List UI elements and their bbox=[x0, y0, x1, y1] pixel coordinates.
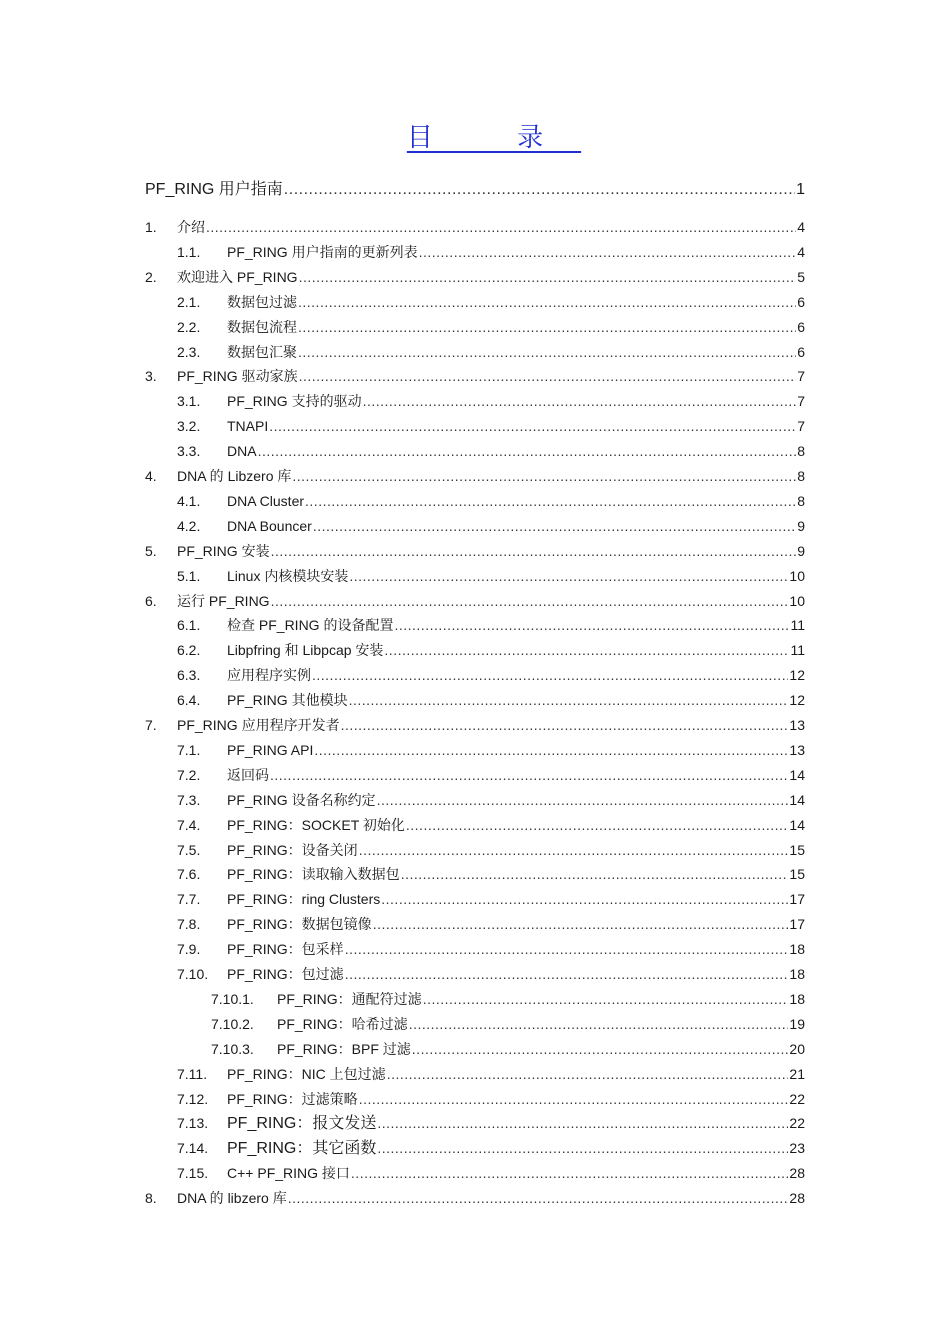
toc-entry-text: PF_RING 用户指南 bbox=[145, 181, 283, 198]
toc-entry-page-number: 6 bbox=[797, 343, 805, 360]
dot-leader bbox=[298, 290, 796, 314]
toc-entry-number: 2. bbox=[145, 268, 157, 285]
toc-entry-text: PF_RING 其他模块 bbox=[227, 692, 348, 709]
toc-entry-text: 运行 PF_RING bbox=[177, 592, 270, 609]
toc-entry-number: 4. bbox=[145, 468, 157, 484]
dot-leader bbox=[271, 539, 797, 563]
dot-leader bbox=[351, 1161, 789, 1185]
dot-leader bbox=[298, 315, 796, 339]
toc-entry-text: DNA 的 Libzero 库 bbox=[177, 468, 292, 484]
dot-leader bbox=[363, 389, 797, 413]
dot-leader bbox=[373, 912, 789, 936]
toc-entry-page-number: 15 bbox=[789, 866, 805, 883]
toc-entry[interactable] bbox=[145, 178, 805, 202]
toc-entry-text: PF_RING：数据包镜像 bbox=[227, 916, 372, 933]
toc-entry[interactable] bbox=[177, 613, 805, 637]
toc-entry-page-number: 20 bbox=[789, 1040, 805, 1057]
dot-leader bbox=[412, 1037, 789, 1061]
toc-entry-text: 应用程序实例 bbox=[227, 667, 311, 684]
toc-entry-text: 欢迎进入 PF_RING bbox=[177, 268, 298, 285]
toc-entry[interactable] bbox=[177, 489, 805, 513]
toc-entry-number: 7.5. bbox=[177, 841, 201, 858]
toc-entry-number: 3.1. bbox=[177, 393, 201, 410]
toc-entry-page-number: 8 bbox=[797, 468, 805, 484]
toc-entry-page-number: 18 bbox=[789, 941, 805, 958]
toc-entry[interactable] bbox=[177, 813, 805, 837]
toc-entry-text: PF_RING：读取输入数据包 bbox=[227, 866, 400, 883]
dot-leader bbox=[314, 738, 788, 762]
toc-entry-page-number: 12 bbox=[789, 667, 805, 684]
dot-leader bbox=[359, 838, 789, 862]
toc-entry-page-number: 7 bbox=[797, 418, 805, 435]
dot-leader bbox=[377, 788, 789, 812]
toc-entry[interactable] bbox=[177, 1087, 805, 1111]
dot-leader bbox=[269, 414, 796, 438]
toc-entry-number: 7.8. bbox=[177, 916, 201, 933]
toc-entry[interactable] bbox=[211, 987, 805, 1011]
toc-entry[interactable] bbox=[177, 414, 805, 438]
toc-entry[interactable] bbox=[145, 1186, 805, 1210]
toc-entry-text: TNAPI bbox=[227, 418, 269, 435]
toc-entry-text: Libpfring 和 Libpcap 安装 bbox=[227, 642, 384, 659]
toc-entry-number: 3.2. bbox=[177, 418, 201, 435]
toc-entry-page-number: 1 bbox=[796, 181, 805, 198]
toc-entry-text: 返回码 bbox=[227, 766, 269, 783]
toc-entry[interactable] bbox=[145, 589, 805, 613]
dot-leader bbox=[409, 1012, 789, 1036]
toc-entry-text: PF_RING：过滤策略 bbox=[227, 1090, 358, 1107]
toc-entry-text: PF_RING 应用程序开发者 bbox=[177, 717, 340, 733]
toc-entry-page-number: 19 bbox=[789, 1015, 805, 1032]
dot-leader bbox=[377, 1136, 788, 1160]
toc-entry[interactable] bbox=[145, 265, 805, 289]
toc-entry-page-number: 13 bbox=[789, 717, 805, 733]
toc-entry-text: PF_RING：SOCKET 初始化 bbox=[227, 816, 405, 833]
dot-leader bbox=[288, 1186, 789, 1210]
toc-entry[interactable] bbox=[177, 564, 805, 588]
dot-leader bbox=[292, 464, 796, 488]
toc-entry-page-number: 5 bbox=[797, 268, 805, 285]
toc-entry[interactable] bbox=[145, 215, 805, 239]
toc-entry-number: 2.1. bbox=[177, 293, 201, 310]
toc-entry[interactable] bbox=[211, 1012, 805, 1036]
toc-entry-page-number: 18 bbox=[789, 966, 805, 982]
toc-entry-text: PF_RING 驱动家族 bbox=[177, 368, 298, 385]
toc-entry-page-number: 11 bbox=[790, 642, 805, 659]
dot-leader bbox=[401, 862, 789, 886]
toc-entry-number: 7.12. bbox=[177, 1090, 209, 1107]
toc-entry[interactable] bbox=[177, 514, 805, 538]
dot-leader bbox=[349, 564, 788, 588]
toc-entry-page-number: 6 bbox=[797, 318, 805, 335]
toc-entry-text: DNA 的 libzero 库 bbox=[177, 1190, 287, 1207]
toc-entry-text: PF_RING：设备关闭 bbox=[227, 841, 358, 858]
toc-entry-page-number: 13 bbox=[789, 741, 805, 758]
dot-leader bbox=[423, 987, 789, 1011]
toc-entry-page-number: 22 bbox=[789, 1090, 805, 1107]
dot-leader bbox=[312, 663, 788, 687]
toc-entry[interactable] bbox=[177, 763, 805, 787]
dot-leader bbox=[298, 340, 796, 364]
toc-entry-number: 8. bbox=[145, 1190, 157, 1207]
toc-entry-page-number: 21 bbox=[789, 1065, 805, 1082]
toc-entry-text: PF_RING：通配符过滤 bbox=[277, 990, 422, 1007]
toc-entry-page-number: 6 bbox=[797, 293, 805, 310]
toc-entry[interactable] bbox=[177, 1136, 805, 1160]
toc-entry[interactable] bbox=[177, 912, 805, 936]
toc-entry-number: 7.10.1. bbox=[211, 990, 254, 1007]
toc-entry-text: 数据包过滤 bbox=[227, 293, 297, 310]
toc-entry-text: PF_RING API bbox=[227, 741, 314, 758]
dot-leader bbox=[387, 1062, 789, 1086]
toc-entry-text: PF_RING 支持的驱动 bbox=[227, 393, 362, 410]
dot-leader bbox=[384, 638, 789, 662]
toc-entry-number: 6.4. bbox=[177, 692, 201, 709]
toc-entry-page-number: 10 bbox=[789, 592, 805, 609]
toc-entry[interactable] bbox=[177, 887, 805, 911]
toc-entry-number: 7.2. bbox=[177, 766, 201, 783]
toc-entry[interactable] bbox=[177, 862, 805, 886]
dot-leader bbox=[206, 215, 796, 239]
toc-entry-number: 6.3. bbox=[177, 667, 201, 684]
toc-entry[interactable] bbox=[177, 962, 805, 986]
toc-entry[interactable] bbox=[211, 1037, 805, 1061]
toc-entry-number: 7.9. bbox=[177, 941, 201, 958]
dot-leader bbox=[271, 589, 789, 613]
toc-entry-number: 7.10. bbox=[177, 966, 209, 982]
toc-entry-text: PF_RING 用户指南的更新列表 bbox=[227, 243, 418, 260]
toc-entry-page-number: 17 bbox=[789, 891, 805, 908]
toc-entry-page-number: 14 bbox=[789, 816, 805, 833]
toc-entry-number: 6.1. bbox=[177, 617, 201, 634]
toc-entry-text: DNA Bouncer bbox=[227, 517, 312, 534]
toc-entry-page-number: 7 bbox=[797, 368, 805, 385]
dot-leader bbox=[394, 613, 789, 637]
toc-entry-page-number: 9 bbox=[797, 542, 805, 559]
toc-entry[interactable] bbox=[177, 663, 805, 687]
dot-leader bbox=[313, 514, 796, 538]
toc-entry-text: PF_RING 安装 bbox=[177, 542, 270, 559]
toc-entry-page-number: 8 bbox=[797, 492, 805, 509]
toc-entry-page-number: 14 bbox=[789, 791, 805, 808]
dot-leader bbox=[377, 1111, 788, 1135]
toc-entry-number: 3. bbox=[145, 368, 157, 385]
toc-entry-page-number: 18 bbox=[789, 990, 805, 1007]
toc-entry[interactable] bbox=[177, 439, 805, 463]
toc-entry[interactable] bbox=[177, 1111, 805, 1135]
toc-entry[interactable] bbox=[177, 340, 805, 364]
toc-entry-number: 1. bbox=[145, 219, 157, 235]
toc-entry-number: 1.1. bbox=[177, 243, 201, 260]
toc-entry[interactable] bbox=[145, 539, 805, 563]
toc-entry-number: 6. bbox=[145, 592, 157, 609]
toc-title bbox=[0, 121, 950, 155]
dot-leader bbox=[284, 178, 795, 202]
dot-leader bbox=[349, 688, 789, 712]
toc-entry-number: 7.6. bbox=[177, 866, 201, 883]
toc-entry-page-number: 14 bbox=[789, 766, 805, 783]
toc-entry[interactable] bbox=[177, 937, 805, 961]
toc-entry-number: 7.1. bbox=[177, 741, 201, 758]
toc-entry[interactable] bbox=[177, 688, 805, 712]
dot-leader bbox=[305, 489, 796, 513]
toc-entry-page-number: 28 bbox=[789, 1165, 805, 1182]
toc-entry-page-number: 10 bbox=[789, 567, 805, 584]
toc-entry-number: 7.10.3. bbox=[211, 1040, 254, 1057]
toc-entry-page-number: 22 bbox=[789, 1115, 805, 1132]
toc-entry-text: PF_RING：哈希过滤 bbox=[277, 1015, 408, 1032]
dot-leader bbox=[341, 713, 789, 737]
dot-leader bbox=[381, 887, 788, 911]
toc-entry-number: 3.3. bbox=[177, 443, 201, 460]
toc-entry-number: 7.10.2. bbox=[211, 1015, 254, 1032]
toc-entry[interactable] bbox=[145, 464, 805, 488]
toc-entry-text: PF_RING：包采样 bbox=[227, 941, 344, 958]
toc-entry-page-number: 8 bbox=[797, 443, 805, 460]
toc-entry-number: 7.11. bbox=[177, 1065, 208, 1082]
toc-entry-text: PF_RING：ring Clusters bbox=[227, 891, 381, 908]
toc-entry-number: 5. bbox=[145, 542, 157, 559]
toc-entry-page-number: 9 bbox=[797, 517, 805, 534]
toc-entry[interactable] bbox=[177, 838, 805, 862]
toc-entry-text: 介绍 bbox=[177, 219, 205, 235]
dot-leader bbox=[299, 364, 797, 388]
toc-entry[interactable] bbox=[145, 713, 805, 737]
toc-entry-number: 6.2. bbox=[177, 642, 201, 659]
toc-entry-page-number: 12 bbox=[789, 692, 805, 709]
toc-entry[interactable] bbox=[177, 389, 805, 413]
dot-leader bbox=[419, 240, 797, 264]
toc-entry-text: Linux 内核模块安装 bbox=[227, 567, 349, 584]
toc-entry-text: PF_RING 设备名称约定 bbox=[227, 791, 376, 808]
toc-entry[interactable] bbox=[177, 638, 805, 662]
toc-entry-number: 7.3. bbox=[177, 791, 201, 808]
toc-entry-page-number: 4 bbox=[797, 219, 805, 235]
toc-entry-number: 7.7. bbox=[177, 891, 201, 908]
toc-entry-page-number: 11 bbox=[790, 617, 805, 634]
toc-entry-number: 7. bbox=[145, 717, 157, 733]
toc-entry-text: DNA bbox=[227, 443, 257, 460]
dot-leader bbox=[270, 763, 788, 787]
toc-entry-page-number: 4 bbox=[797, 243, 805, 260]
toc-entry-text: 数据包流程 bbox=[227, 318, 297, 335]
toc-entry-number: 2.3. bbox=[177, 343, 201, 360]
toc-entry[interactable] bbox=[177, 290, 805, 314]
toc-entry-number: 7.14. bbox=[177, 1140, 209, 1157]
dot-leader bbox=[258, 439, 797, 463]
toc-entry-text: PF_RING：其它函数 bbox=[227, 1140, 377, 1158]
toc-entry[interactable] bbox=[177, 1062, 805, 1086]
toc-entry-text: 检查 PF_RING 的设备配置 bbox=[227, 617, 394, 634]
toc-entry-text: PF_RING：报文发送 bbox=[227, 1115, 377, 1133]
toc-entry[interactable] bbox=[177, 1161, 805, 1185]
toc-entry-number: 4.1. bbox=[177, 492, 201, 509]
toc-entry-page-number: 15 bbox=[789, 841, 805, 858]
dot-leader bbox=[345, 937, 789, 961]
toc-entry-page-number: 7 bbox=[797, 393, 805, 410]
toc-entry-number: 4.2. bbox=[177, 517, 201, 534]
toc-entry-text: PF_RING：NIC 上包过滤 bbox=[227, 1065, 386, 1082]
toc-entry-text: PF_RING：BPF 过滤 bbox=[277, 1040, 411, 1057]
toc-entry-page-number: 23 bbox=[789, 1140, 805, 1157]
toc-entry[interactable] bbox=[177, 738, 805, 762]
toc-entry-text: DNA Cluster bbox=[227, 492, 305, 509]
dot-leader bbox=[345, 962, 789, 986]
toc-title-text: 目 录 bbox=[406, 123, 582, 153]
dot-leader bbox=[406, 813, 789, 837]
toc-entry[interactable] bbox=[145, 364, 805, 388]
toc-entry-text: C++ PF_RING 接口 bbox=[227, 1165, 350, 1182]
toc-entry[interactable] bbox=[177, 788, 805, 812]
toc-entry-page-number: 28 bbox=[789, 1190, 805, 1207]
toc-entry[interactable] bbox=[177, 315, 805, 339]
toc-entry-number: 7.15. bbox=[177, 1165, 209, 1182]
toc-entry-number: 7.4. bbox=[177, 816, 201, 833]
toc-entry[interactable] bbox=[177, 240, 805, 264]
toc-entry-text: 数据包汇聚 bbox=[227, 343, 297, 360]
toc-entry-text: PF_RING：包过滤 bbox=[227, 966, 344, 982]
toc-entry-number: 5.1. bbox=[177, 567, 201, 584]
toc-entry-number: 2.2. bbox=[177, 318, 201, 335]
toc-entry-number: 7.13. bbox=[177, 1115, 209, 1132]
dot-leader bbox=[299, 265, 797, 289]
dot-leader bbox=[359, 1087, 789, 1111]
toc-entry-page-number: 17 bbox=[789, 916, 805, 933]
